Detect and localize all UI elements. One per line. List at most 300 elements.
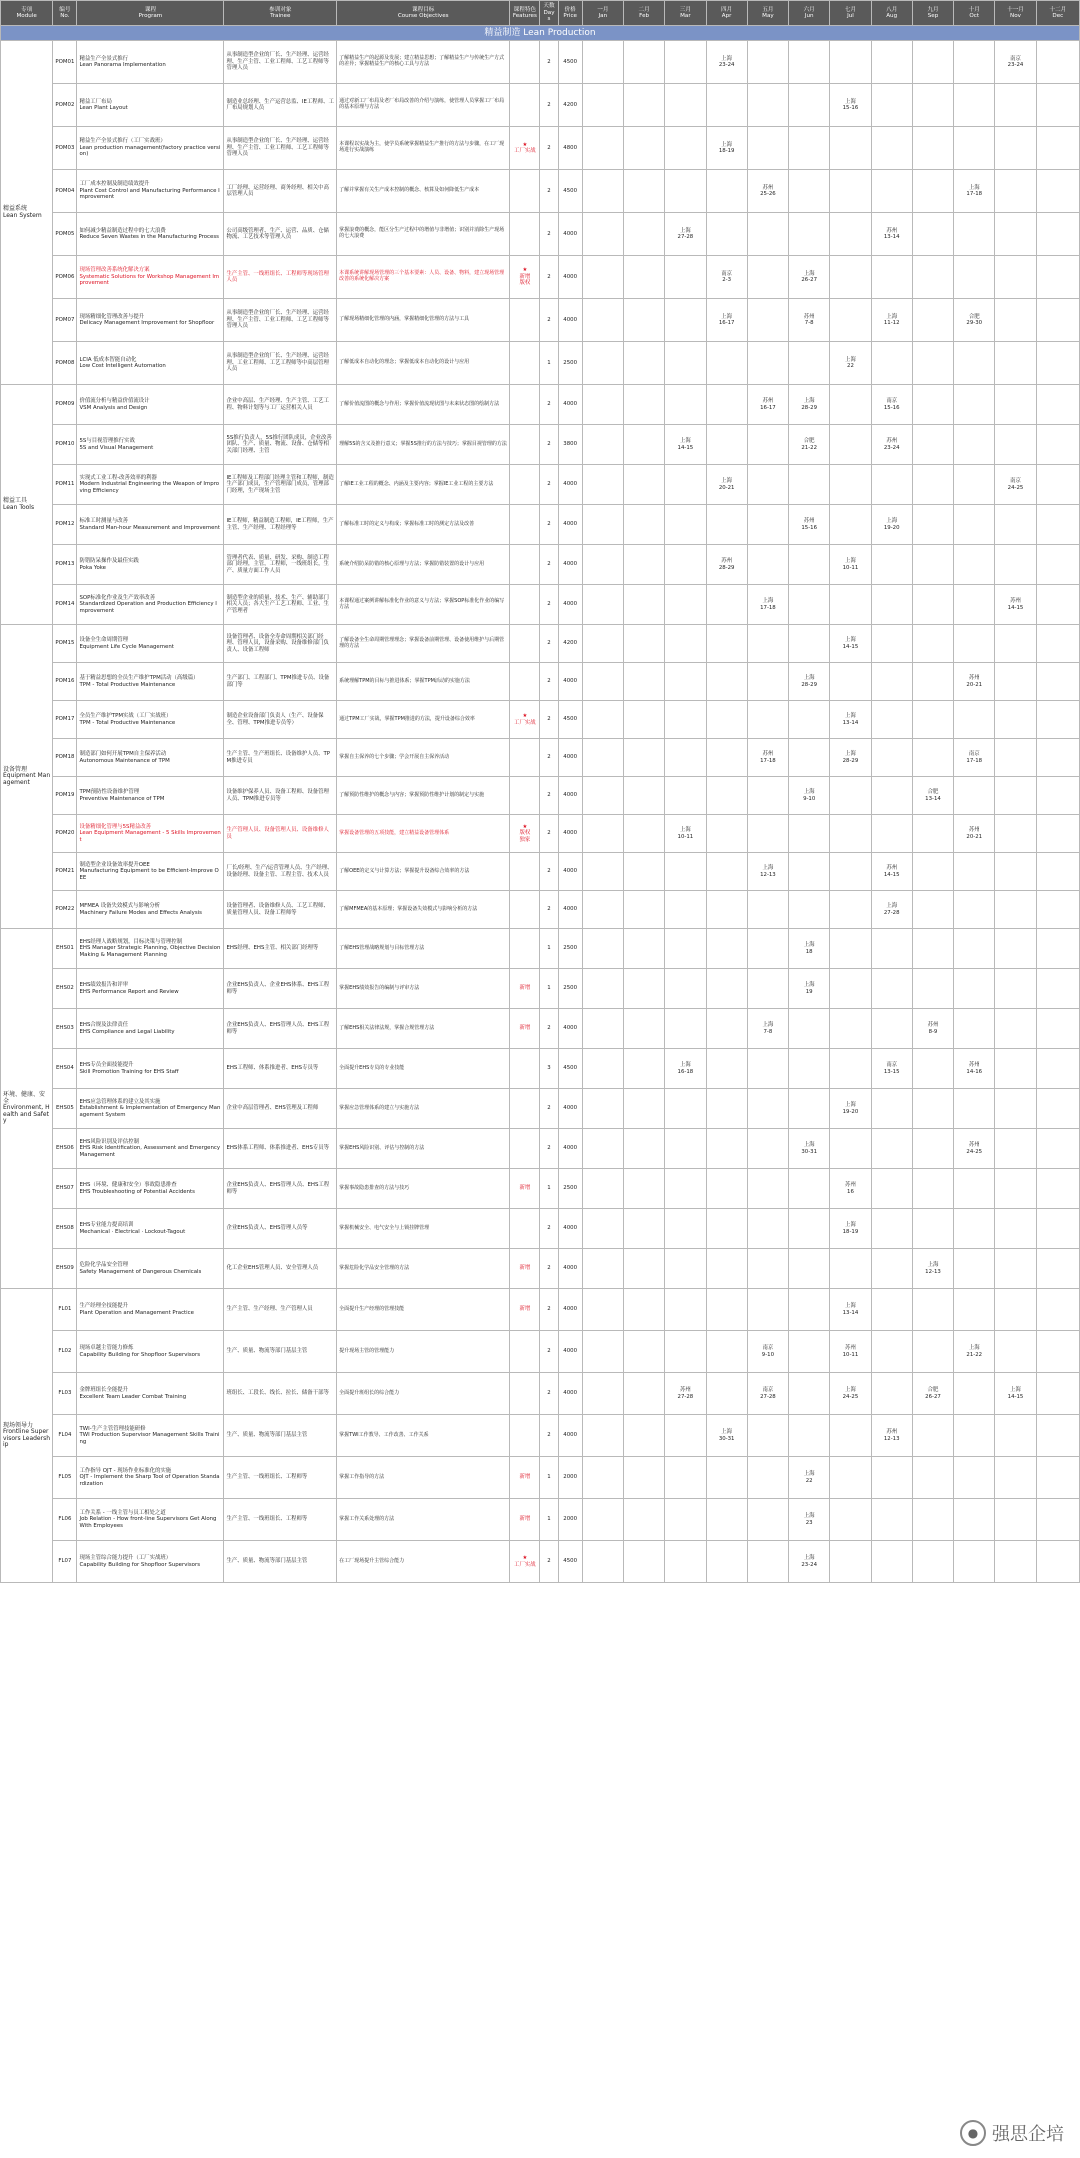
schedule-cell: 上海 23-24 bbox=[789, 1541, 830, 1583]
schedule-cell bbox=[871, 701, 912, 739]
schedule-cell bbox=[747, 929, 788, 969]
schedule-cell bbox=[1036, 1331, 1079, 1373]
schedule-cell bbox=[665, 1499, 706, 1541]
schedule-cell: 上海 17-18 bbox=[954, 170, 995, 213]
schedule-cell bbox=[871, 127, 912, 170]
course-trainee: 企业EHS负责人、EHS管理人员、EHS工程师等 bbox=[224, 1169, 337, 1209]
schedule-cell bbox=[912, 1331, 953, 1373]
course-program: 如何减少精益制造过程中的七大浪费 Reduce Seven Wastes in the Manufacturing Process bbox=[77, 213, 224, 256]
schedule-cell bbox=[706, 342, 747, 385]
schedule-cell bbox=[912, 891, 953, 929]
module-cell: 现场领导力 Frontline Supervisors Leadership bbox=[1, 1289, 53, 1583]
schedule-cell: 上海 21-22 bbox=[954, 1331, 995, 1373]
course-objectives: 掌握工作指导的方法 bbox=[337, 1457, 510, 1499]
schedule-cell bbox=[871, 1541, 912, 1583]
schedule-cell bbox=[912, 127, 953, 170]
schedule-cell: 上海 22 bbox=[789, 1457, 830, 1499]
schedule-cell bbox=[912, 1169, 953, 1209]
course-row bbox=[1, 701, 1080, 739]
header-features: 课程特色 Features bbox=[510, 1, 540, 26]
schedule-cell bbox=[954, 891, 995, 929]
schedule-cell bbox=[830, 127, 871, 170]
course-days: 2 bbox=[540, 1373, 558, 1415]
schedule-cell bbox=[582, 1089, 623, 1129]
schedule-cell bbox=[665, 929, 706, 969]
course-features bbox=[510, 84, 540, 127]
course-program: 5S与目视管理推行实战 5S and Visual Management bbox=[77, 425, 224, 465]
course-code: POM17 bbox=[53, 701, 77, 739]
schedule-cell bbox=[665, 1457, 706, 1499]
course-program: 标准工时测量与改善 Standard Man-hour Measurement and Improvement bbox=[77, 505, 224, 545]
schedule-cell bbox=[954, 84, 995, 127]
course-code: FL04 bbox=[53, 1415, 77, 1457]
schedule-cell bbox=[665, 342, 706, 385]
course-code: POM14 bbox=[53, 585, 77, 625]
schedule-cell bbox=[912, 701, 953, 739]
schedule-cell bbox=[1036, 739, 1079, 777]
schedule-cell bbox=[830, 1129, 871, 1169]
course-program: 现场精细化管理改善与提升 Delicacy Management Improvement for Shopfloor bbox=[77, 299, 224, 342]
course-days: 2 bbox=[540, 256, 558, 299]
schedule-cell bbox=[665, 256, 706, 299]
schedule-cell bbox=[1036, 585, 1079, 625]
course-price: 4000 bbox=[558, 1209, 582, 1249]
course-row bbox=[1, 1373, 1080, 1415]
course-code: POM11 bbox=[53, 465, 77, 505]
schedule-cell: 上海 19-20 bbox=[871, 505, 912, 545]
schedule-cell bbox=[789, 1249, 830, 1289]
schedule-cell: 苏州 25-26 bbox=[747, 170, 788, 213]
schedule-cell bbox=[747, 701, 788, 739]
schedule-cell bbox=[623, 585, 664, 625]
schedule-cell: 苏州 24-25 bbox=[954, 1129, 995, 1169]
schedule-cell bbox=[830, 465, 871, 505]
course-trainee: 生产管理人员、设备管理人员、设备维修人员 bbox=[224, 815, 337, 853]
course-program: EHS经理人战略规划，目标决策与管理控制 EHS Manager Strategic Planning, Objective Decision Making & Management Planning bbox=[77, 929, 224, 969]
schedule-cell bbox=[995, 299, 1036, 342]
course-trainee: 设备管理者、设备全寿命周期相关部门经理、管理人员，设备采购、设备维修部门负责人、设备工程师 bbox=[224, 625, 337, 663]
header-month: 八月 Aug bbox=[871, 1, 912, 26]
course-features bbox=[510, 1129, 540, 1169]
schedule-cell bbox=[665, 170, 706, 213]
schedule-cell bbox=[830, 929, 871, 969]
schedule-cell bbox=[706, 969, 747, 1009]
course-program: TWI-生产主管管理技能研修 TWI Production Supervisor Management Skills Training bbox=[77, 1415, 224, 1457]
course-code: POM12 bbox=[53, 505, 77, 545]
course-features bbox=[510, 1415, 540, 1457]
course-price: 4000 bbox=[558, 545, 582, 585]
schedule-cell: 上海 30-31 bbox=[789, 1129, 830, 1169]
schedule-cell bbox=[706, 505, 747, 545]
course-code: POM09 bbox=[53, 385, 77, 425]
schedule-cell bbox=[582, 777, 623, 815]
schedule-cell bbox=[747, 545, 788, 585]
schedule-cell bbox=[582, 891, 623, 929]
course-trainee: 工厂经理、运营经理、商务经理、相关中高层管理人员 bbox=[224, 170, 337, 213]
schedule-cell bbox=[912, 929, 953, 969]
schedule-cell bbox=[830, 256, 871, 299]
course-row bbox=[1, 170, 1080, 213]
course-program: SOP标准化作业及生产效率改善 Standardized Operation and Production Efficiency Improvement bbox=[77, 585, 224, 625]
course-code: FL01 bbox=[53, 1289, 77, 1331]
schedule-cell bbox=[665, 1541, 706, 1583]
schedule-cell bbox=[1036, 625, 1079, 663]
schedule-cell bbox=[830, 1049, 871, 1089]
schedule-cell bbox=[830, 385, 871, 425]
schedule-cell bbox=[954, 1541, 995, 1583]
schedule-cell bbox=[995, 739, 1036, 777]
course-features bbox=[510, 1373, 540, 1415]
schedule-cell: 合肥 13-14 bbox=[912, 777, 953, 815]
course-price: 4000 bbox=[558, 1415, 582, 1457]
course-program: 实现式工业工程-改善效率的利器 Modern Industrial Engineering the Weapon of Improving Efficiency bbox=[77, 465, 224, 505]
course-program: 现场卓越主管能力修炼 Capability Building for Shopfloor Supervisors bbox=[77, 1331, 224, 1373]
schedule-cell bbox=[912, 1499, 953, 1541]
schedule-cell bbox=[830, 425, 871, 465]
schedule-cell bbox=[789, 465, 830, 505]
course-code: EHS04 bbox=[53, 1049, 77, 1089]
course-trainee: 设备维护保养人员、设备工程师、设备管理人员、TPM推进专员等 bbox=[224, 777, 337, 815]
course-program: 工作指导 OJT - 现场作业标准化的实施 OJT - Implement the Sharp Tool of Operation Standardization bbox=[77, 1457, 224, 1499]
schedule-cell bbox=[623, 41, 664, 84]
schedule-cell bbox=[623, 385, 664, 425]
schedule-cell bbox=[954, 505, 995, 545]
schedule-cell: 上海 27-28 bbox=[871, 891, 912, 929]
schedule-cell bbox=[665, 701, 706, 739]
course-objectives: 系统理解TPM的目标与推进体系；掌握TPM活动的实施方法 bbox=[337, 663, 510, 701]
schedule-cell bbox=[665, 1169, 706, 1209]
course-objectives: 了解精益生产的起源及发展；建立精益思想；了解精益生产与传统生产方式的差异；掌握精益生产的核心工具与方法 bbox=[337, 41, 510, 84]
schedule-cell bbox=[954, 342, 995, 385]
header-module: 专项 Module bbox=[1, 1, 53, 26]
course-program: EHS（环境、健康和安全）事故隐患排查 EHS Troubleshooting of Potential Accidents bbox=[77, 1169, 224, 1209]
schedule-cell bbox=[623, 1049, 664, 1089]
schedule-cell bbox=[995, 663, 1036, 701]
schedule-cell: 上海 19-20 bbox=[830, 1089, 871, 1129]
course-days: 2 bbox=[540, 1249, 558, 1289]
course-price: 2500 bbox=[558, 969, 582, 1009]
schedule-cell bbox=[582, 853, 623, 891]
schedule-cell: 苏州 16-17 bbox=[747, 385, 788, 425]
course-row bbox=[1, 1169, 1080, 1209]
course-days: 2 bbox=[540, 1415, 558, 1457]
schedule-cell bbox=[995, 1541, 1036, 1583]
course-row bbox=[1, 505, 1080, 545]
header-month: 六月 Jun bbox=[789, 1, 830, 26]
course-row bbox=[1, 1289, 1080, 1331]
schedule-cell bbox=[995, 385, 1036, 425]
course-trainee: 生产部门、工程部门、TPM推进专员、设备部门等 bbox=[224, 663, 337, 701]
schedule-cell bbox=[954, 127, 995, 170]
course-trainee: EHS体系工程师、体系推进者、EHS专员等 bbox=[224, 1129, 337, 1169]
schedule-cell bbox=[706, 853, 747, 891]
course-features bbox=[510, 425, 540, 465]
course-code: POM08 bbox=[53, 342, 77, 385]
schedule-cell bbox=[995, 1049, 1036, 1089]
schedule-cell bbox=[623, 1373, 664, 1415]
course-row bbox=[1, 425, 1080, 465]
schedule-cell bbox=[871, 342, 912, 385]
schedule-cell bbox=[582, 256, 623, 299]
schedule-cell bbox=[747, 465, 788, 505]
schedule-cell: 上海 10-11 bbox=[665, 815, 706, 853]
course-trainee: IE工程师，精益制造工程师，IE工程师，生产主管、生产经理、工程经理等 bbox=[224, 505, 337, 545]
schedule-cell bbox=[623, 777, 664, 815]
schedule-cell bbox=[623, 1499, 664, 1541]
schedule-cell bbox=[582, 465, 623, 505]
schedule-cell bbox=[830, 585, 871, 625]
schedule-cell: 上海 28-29 bbox=[830, 739, 871, 777]
header-objectives: 课程目标 Course Objectives bbox=[337, 1, 510, 26]
course-price: 2500 bbox=[558, 342, 582, 385]
schedule-cell bbox=[789, 545, 830, 585]
schedule-cell bbox=[665, 1331, 706, 1373]
schedule-cell bbox=[871, 1499, 912, 1541]
schedule-cell bbox=[582, 1457, 623, 1499]
course-price: 4000 bbox=[558, 465, 582, 505]
course-days: 1 bbox=[540, 1457, 558, 1499]
schedule-cell: 上海 18 bbox=[789, 929, 830, 969]
schedule-cell bbox=[747, 815, 788, 853]
schedule-cell bbox=[789, 41, 830, 84]
schedule-cell bbox=[582, 1009, 623, 1049]
schedule-cell bbox=[582, 815, 623, 853]
schedule-cell bbox=[789, 127, 830, 170]
course-days: 2 bbox=[540, 170, 558, 213]
schedule-cell bbox=[954, 1415, 995, 1457]
course-days: 2 bbox=[540, 663, 558, 701]
schedule-cell bbox=[871, 969, 912, 1009]
schedule-cell bbox=[954, 1009, 995, 1049]
schedule-cell: 上海 14-15 bbox=[995, 1373, 1036, 1415]
course-price: 4000 bbox=[558, 213, 582, 256]
schedule-cell: 南京 23-24 bbox=[995, 41, 1036, 84]
schedule-cell: 上海 27-28 bbox=[665, 213, 706, 256]
schedule-cell bbox=[995, 170, 1036, 213]
watermark bbox=[960, 2120, 1064, 2146]
section-banner-row bbox=[1, 26, 1080, 41]
schedule-cell bbox=[665, 891, 706, 929]
course-objectives: 通过对新工厂布局及老厂布局改善的介绍与演练，使管理人员掌握工厂布局的基本原理与方法 bbox=[337, 84, 510, 127]
schedule-cell bbox=[706, 663, 747, 701]
header-month: 九月 Sep bbox=[912, 1, 953, 26]
course-price: 4200 bbox=[558, 625, 582, 663]
schedule-cell bbox=[912, 170, 953, 213]
schedule-cell bbox=[789, 625, 830, 663]
schedule-cell bbox=[706, 385, 747, 425]
section-banner: 精益制造 Lean Production bbox=[1, 26, 1080, 41]
schedule-cell: 合肥 26-27 bbox=[912, 1373, 953, 1415]
schedule-cell bbox=[623, 545, 664, 585]
schedule-cell bbox=[665, 385, 706, 425]
schedule-cell bbox=[665, 1415, 706, 1457]
schedule-cell bbox=[623, 1169, 664, 1209]
course-code: EHS08 bbox=[53, 1209, 77, 1249]
course-program: 精益生产全景式推行 Lean Panorama Implementation bbox=[77, 41, 224, 84]
schedule-cell bbox=[912, 1457, 953, 1499]
course-objectives: 掌握应急管理体系的建立与实施方法 bbox=[337, 1089, 510, 1129]
schedule-cell bbox=[830, 1009, 871, 1049]
schedule-cell bbox=[954, 385, 995, 425]
schedule-cell bbox=[623, 342, 664, 385]
schedule-cell bbox=[747, 299, 788, 342]
schedule-cell: 南京 24-25 bbox=[995, 465, 1036, 505]
schedule-cell bbox=[995, 625, 1036, 663]
schedule-cell bbox=[665, 41, 706, 84]
schedule-cell: 上海 13-14 bbox=[830, 701, 871, 739]
schedule-cell bbox=[706, 1541, 747, 1583]
course-trainee: EHS工程师、体系推进者、EHS专员等 bbox=[224, 1049, 337, 1089]
header-month: 一月 Jan bbox=[582, 1, 623, 26]
schedule-cell bbox=[954, 256, 995, 299]
course-features bbox=[510, 663, 540, 701]
course-program: EHS风险识别及评估控制 EHS Risk Identification, Assessment and Emergency Management bbox=[77, 1129, 224, 1169]
schedule-cell: 上海 17-18 bbox=[747, 585, 788, 625]
schedule-cell bbox=[912, 385, 953, 425]
course-trainee: 制造企业设备部门负责人（生产、设备保全、管理、TPM推进专员等） bbox=[224, 701, 337, 739]
schedule-cell: 上海 30-31 bbox=[706, 1415, 747, 1457]
schedule-cell bbox=[954, 465, 995, 505]
schedule-cell: 南京 9-10 bbox=[747, 1331, 788, 1373]
schedule-cell bbox=[582, 1331, 623, 1373]
course-trainee: 生产主管、生产班组长、设备维护人员、TPM推进专员 bbox=[224, 739, 337, 777]
schedule-cell bbox=[995, 969, 1036, 1009]
course-features bbox=[510, 1331, 540, 1373]
schedule-cell bbox=[623, 1541, 664, 1583]
course-trainee: 生产、质量、物流等部门基层主管 bbox=[224, 1541, 337, 1583]
schedule-cell bbox=[706, 1373, 747, 1415]
course-objectives: 本课系统讲解现场管理的三个基本要素：人员、设备、物料，建立现场管理改善的系统化解决方案 bbox=[337, 256, 510, 299]
schedule-cell: 上海 7-8 bbox=[747, 1009, 788, 1049]
module-cell: 精益工具 Lean Tools bbox=[1, 385, 53, 625]
schedule-cell bbox=[954, 1457, 995, 1499]
schedule-cell bbox=[1036, 1415, 1079, 1457]
course-features bbox=[510, 625, 540, 663]
schedule-cell bbox=[747, 425, 788, 465]
schedule-cell bbox=[830, 1457, 871, 1499]
header-month: 十月 Oct bbox=[954, 1, 995, 26]
course-trainee: 从事制造型企业的厂长、生产经理、运营经理、生产主管、工业工程师、工艺工程师等管理人员 bbox=[224, 299, 337, 342]
schedule-cell bbox=[623, 425, 664, 465]
schedule-cell bbox=[789, 1089, 830, 1129]
schedule-cell bbox=[830, 1499, 871, 1541]
header-month: 五月 May bbox=[747, 1, 788, 26]
schedule-cell bbox=[789, 342, 830, 385]
schedule-cell bbox=[995, 505, 1036, 545]
course-objectives: 了解IE工业工程的概念、内涵及主要内容；掌握IE工业工程的主要方法 bbox=[337, 465, 510, 505]
schedule-cell bbox=[623, 1009, 664, 1049]
course-days: 2 bbox=[540, 545, 558, 585]
course-objectives: 掌握设备管理的五项技能，建立精益设备管理体系 bbox=[337, 815, 510, 853]
schedule-cell bbox=[1036, 701, 1079, 739]
course-objectives: 了解预防性维护的概念与内容；掌握预防性维护计划的制定与实施 bbox=[337, 777, 510, 815]
schedule-cell bbox=[582, 41, 623, 84]
course-features bbox=[510, 41, 540, 84]
schedule-cell bbox=[954, 1249, 995, 1289]
schedule-cell: 上海 18-19 bbox=[706, 127, 747, 170]
schedule-cell bbox=[665, 1209, 706, 1249]
schedule-cell bbox=[912, 1289, 953, 1331]
course-trainee: 5S推行负责人，5S推行团队成员，企业改善团队、生产、质量、物流、设备、仓储等相关部门经理、主管 bbox=[224, 425, 337, 465]
schedule-cell bbox=[582, 425, 623, 465]
schedule-cell bbox=[995, 815, 1036, 853]
course-trainee: 厂长/经理、生产/运营管理人员、生产经理、设备经理、设备主管、工程主管、技术人员 bbox=[224, 853, 337, 891]
course-price: 4000 bbox=[558, 1331, 582, 1373]
course-trainee: 制造型企业的质量、技术、生产、辅助部门相关人员；各大生产工艺工程师、工业、生产管理者 bbox=[224, 585, 337, 625]
schedule-cell bbox=[665, 505, 706, 545]
course-trainee: 企业中高层管理者、EHS管理及工程师 bbox=[224, 1089, 337, 1129]
schedule-cell bbox=[582, 213, 623, 256]
schedule-cell bbox=[747, 625, 788, 663]
watermark-text: 强思企培 bbox=[992, 2124, 1064, 2145]
course-code: POM07 bbox=[53, 299, 77, 342]
schedule-cell: 上海 16-18 bbox=[665, 1049, 706, 1089]
schedule-cell bbox=[912, 425, 953, 465]
schedule-cell bbox=[582, 1169, 623, 1209]
schedule-cell bbox=[789, 1415, 830, 1457]
schedule-cell bbox=[706, 84, 747, 127]
course-price: 4000 bbox=[558, 891, 582, 929]
schedule-cell bbox=[871, 663, 912, 701]
course-days: 2 bbox=[540, 1089, 558, 1129]
schedule-cell bbox=[871, 1009, 912, 1049]
module-cell: 环境、健康、安全 Environment, Health and Safety bbox=[1, 929, 53, 1289]
course-program: 设备精细化管理与5S精益改善 Lean Equipment Management - 5 Skills Improvement bbox=[77, 815, 224, 853]
course-row bbox=[1, 385, 1080, 425]
course-price: 4000 bbox=[558, 815, 582, 853]
course-program: 金牌班组长全能提升 Excellent Team Leader Combat Training bbox=[77, 1373, 224, 1415]
course-program: EHS合规及法律责任 EHS Compliance and Legal Liability bbox=[77, 1009, 224, 1049]
course-program: 制造部门如何开展TPM自主保养活动 Autonomous Maintenance of TPM bbox=[77, 739, 224, 777]
schedule-cell bbox=[582, 1499, 623, 1541]
schedule-cell bbox=[706, 1209, 747, 1249]
schedule-cell bbox=[1036, 969, 1079, 1009]
schedule-cell bbox=[582, 1209, 623, 1249]
schedule-cell bbox=[747, 84, 788, 127]
schedule-cell bbox=[623, 701, 664, 739]
header-month: 十二月 Dec bbox=[1036, 1, 1079, 26]
schedule-cell bbox=[747, 1209, 788, 1249]
course-code: FL07 bbox=[53, 1541, 77, 1583]
course-row bbox=[1, 625, 1080, 663]
schedule-cell bbox=[871, 625, 912, 663]
course-price: 4000 bbox=[558, 739, 582, 777]
course-row bbox=[1, 1331, 1080, 1373]
course-features bbox=[510, 1049, 540, 1089]
course-price: 2500 bbox=[558, 1169, 582, 1209]
schedule-cell bbox=[706, 170, 747, 213]
course-row bbox=[1, 969, 1080, 1009]
course-objectives: 掌握自主保养的七个步骤；学会开展自主保养活动 bbox=[337, 739, 510, 777]
schedule-cell bbox=[789, 1169, 830, 1209]
course-days: 2 bbox=[540, 585, 558, 625]
course-row bbox=[1, 777, 1080, 815]
course-program: EHS专员全面技能提升 Skill Promotion Training for EHS Staff bbox=[77, 1049, 224, 1089]
course-code: POM02 bbox=[53, 84, 77, 127]
course-price: 4000 bbox=[558, 777, 582, 815]
course-days: 1 bbox=[540, 969, 558, 1009]
schedule-cell bbox=[706, 815, 747, 853]
schedule-cell bbox=[830, 1541, 871, 1583]
schedule-cell bbox=[1036, 1249, 1079, 1289]
schedule-cell: 上海 19 bbox=[789, 969, 830, 1009]
course-days: 2 bbox=[540, 213, 558, 256]
course-price: 2000 bbox=[558, 1457, 582, 1499]
schedule-cell bbox=[1036, 1049, 1079, 1089]
schedule-cell bbox=[995, 1331, 1036, 1373]
schedule-cell bbox=[1036, 127, 1079, 170]
schedule-cell bbox=[912, 1129, 953, 1169]
